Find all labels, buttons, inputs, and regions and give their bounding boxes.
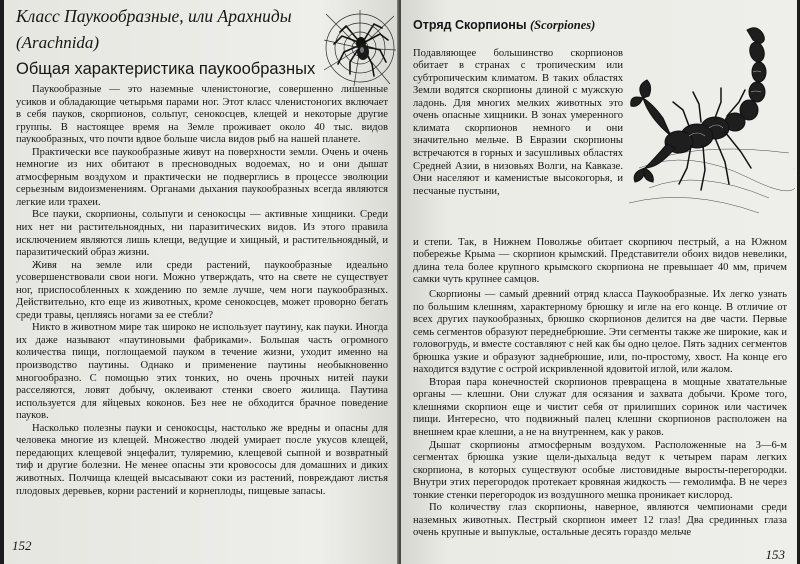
order-heading <box>413 18 595 33</box>
spider-on-web-icon <box>324 10 396 86</box>
right-top-text <box>413 37 623 209</box>
paragraph: Насколько полезны пауки и сенокосцы, настолько же вредны и опасны для человека многие из клещей. Множество людей умирает после укусов клещей, передающих клещевой энцефалит, туляремию, клещевой сыпной и возвратный тиф и другие болезни. Не менее опасны эти кровососы для домашних и диких животных. Полчища клещей высасывают соки из растений, повреждают листья плодовых деревьев, корни растений и корнеплоды, пищевые запасы. <box>16 422 388 497</box>
paragraph: Все пауки, скорпионы, сольпуги и сенокосцы — активные хищники. Среди них нет ни растительноядных, ни паразитических видов. Из этого правила исключением являются лишь клещи, ведущие и хищный, и растительноядный, и паразитический образ жизни. <box>16 209 388 259</box>
class-latin-name: (Arachnida) <box>16 33 100 52</box>
page-number-left: 152 <box>12 538 32 553</box>
paragraph: Паукообразные — это наземные членистоногие, совершенно лишенные усиков и обладающие четырьмя парами ног. Этот класс членистоногих включает в себя пауков, скорпионов, сольпуг, сенокосцев, клещей и некоторые другие группы. В настоящее время на Земле проживает около 40 тыс. видов паукообразных, что почти вдвое больше числа видов рыб на нашей планете. <box>16 84 388 146</box>
paragraph: Дышат скорпионы атмосферным воздухом. Расположенные на 3—6-м сегментах брюшка узкие щели-дыхальца ведут к четырем парам легких скорпиона, в которых существуют особые листовидные выросты-перегородки. Внутри этих перегородок протекает кровяная жидкость — гемолимфа. В не через тонкие стенки перегородок из воздушного мешка проникает кислород. <box>413 439 787 501</box>
order-heading-latin: (Scorpiones) <box>530 18 596 32</box>
class-title: Класс Паукообразные, или Арахниды <box>16 6 292 26</box>
order-heading-name: Отряд Скорпионы <box>413 18 527 32</box>
paragraph: По количеству глаз скорпионы, наверное, являются чемпионами среди наземных животных. Пестрый скорпион имеет 12 глаз! Два срединных глаза очень крупные и выпуклые, остальные десять гораздо мельче <box>413 502 787 539</box>
paragraph: Практически все паукообразные живут на поверхности земли. Очень и очень немногие из них обитают в пресноводных водоемах, но и они дышат атмосферным воздухом и практически не подверглись в процессе эволюции серьезным видоизменениям. Органами дыхания паукообразных всегда являются легкие или трахеи. <box>16 146 388 208</box>
page-number-right: 153 <box>765 547 785 562</box>
paragraph: Живя на земле или среди растений, паукообразные идеально усовершенствовали свои ноги. Можно утверждать, что на свете не существует ног, приспособленных к хождению по земле лучше, чем ноги паукообразных. Действительно, кто еще из животных, кроме сенокосцев, может проворно бегать среди травы, цепляясь ногами за ее стебли? <box>16 259 388 321</box>
paragraph: Подавляющее большинство скорпионов обитает в странах с тропическим или субтропическим климатом. В таких областях Земли водятся скорпионы длиной с мужскую ладонь. Для многих мелких животных это очень опасные хищники. В зонах умеренного климата скорпионов немного и они значительно мельче. В Евразии скорпионы встречаются в горных и засушливых областях Средней Азии, в низовьях Волги, на Кавказе. Они населяют и каменистые высокогорья, и песчаные пустыни, <box>413 47 623 197</box>
paragraph: и степи. Так, в Нижнем Поволжье обитает скорпиюч пестрый, а на Южном побережье Крыма — скорпион крымский. Представители обоих видов невелики, длина тела более крупного крымского скорпиона не превышает 40 мм, причем самки чуть крупнее самцов. <box>413 236 787 286</box>
section-heading: Общая характеристика паукообразных <box>16 60 316 78</box>
left-page <box>4 0 399 564</box>
paragraph: Никто в животном мире так широко не использует паутину, как пауки. Иногда их даже называют «паутиновыми фабриками». Большая часть огромного количества пищи, поглощаемой пауком в течение жизни, уходит именно на производство паутины. Однако и применение паутины необыкновенно многообразно. С помощью этих тонких, но очень прочных нитей пауки расселяются, ловят добычу, оклеивают стенки своего жилища. Паутина используется для яйцевых коконов. Без нее не обходится брачное поведение пауков. <box>16 322 388 422</box>
right-continue-text <box>413 226 787 297</box>
right-body-text <box>413 289 787 540</box>
paragraph: Вторая пара конечностей скорпионов превращена в мощные хватательные органы — клешни. Они служат для осязания и захвата добычи. Кроме того, клешнями скорпион еще и чистит себя от прилипших соринок или частичек пищи. Интересно, что подвижный палец клешни скорпионов расположен на внешнем крае клешни, а не на внутреннем, как у раков. <box>413 376 787 439</box>
paragraph: Скорпионы — самый древний отряд класса Паукообразные. Их легко узнать по большим клешням, характерному брюшку и игле на его конце. В отличие от всех других паукообразных, брюшко скорпионов делится на две части. Первые семь сегментов образуют переднебрюшие. Эти сегменты также же широкие, как и головогрудь, и вместе составляют с ней как бы одно целое. Пять задних сегментов брюшка узкие и образуют заднебрюшие, или, по-простому, хвост. На конце его находится вздутие с острой искривленной ядовитой иглой, или жалом. <box>413 289 787 376</box>
left-body-text <box>16 84 388 498</box>
right-page <box>401 0 797 564</box>
scorpion-engraving-icon <box>629 18 795 218</box>
